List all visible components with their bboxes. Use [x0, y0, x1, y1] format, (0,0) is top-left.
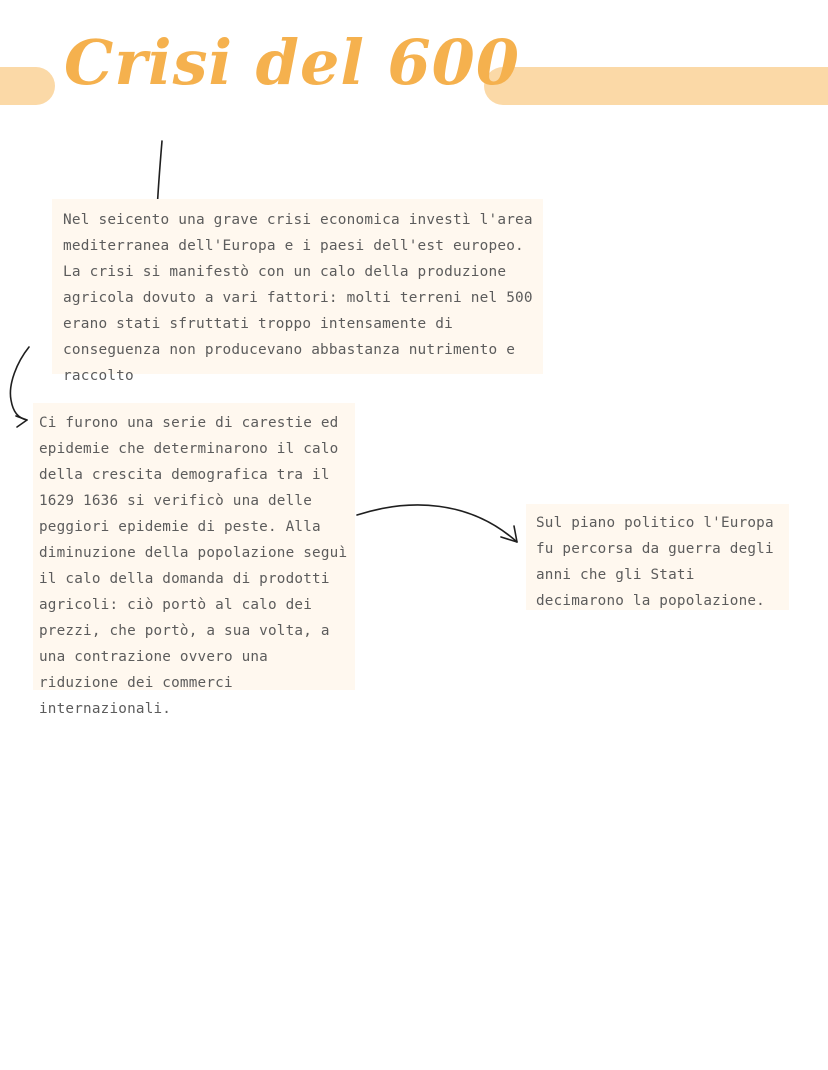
title-band-right	[484, 67, 828, 105]
arrow-intro-to-epidemics	[10, 347, 29, 427]
arrow-epidemics-to-politics	[357, 505, 517, 542]
note-epidemics: Ci furono una serie di carestie ed epidemie che determinarono il calo della crescita demografica tra il 1629 1636 si verificò una delle peggiori epidemie di peste. Alla diminuzione della popolazione seguì il calo della domanda di prodotti agricoli: ciò portò al calo dei prezzi, che portò, a sua volta, a una contrazione ovvero una riduzione dei commerci internazionali.	[33, 403, 355, 690]
note-intro: Nel seicento una grave crisi economica investì l'area mediterranea dell'Europa e i paesi dell'est europeo. La crisi si manifestò con un calo della produzione agricola dovuto a vari fattori: molti terreni nel 500 erano stati sfruttati troppo intensamente di conseguenza non producevano abbastanza nutrimento e raccolto	[52, 199, 543, 374]
note-politics: Sul piano politico l'Europa fu percorsa da guerra degli anni che gli Stati decimarono la popolazione.	[526, 504, 789, 610]
page-title: Crisi del 600	[64, 26, 520, 99]
title-band-left	[0, 67, 55, 105]
